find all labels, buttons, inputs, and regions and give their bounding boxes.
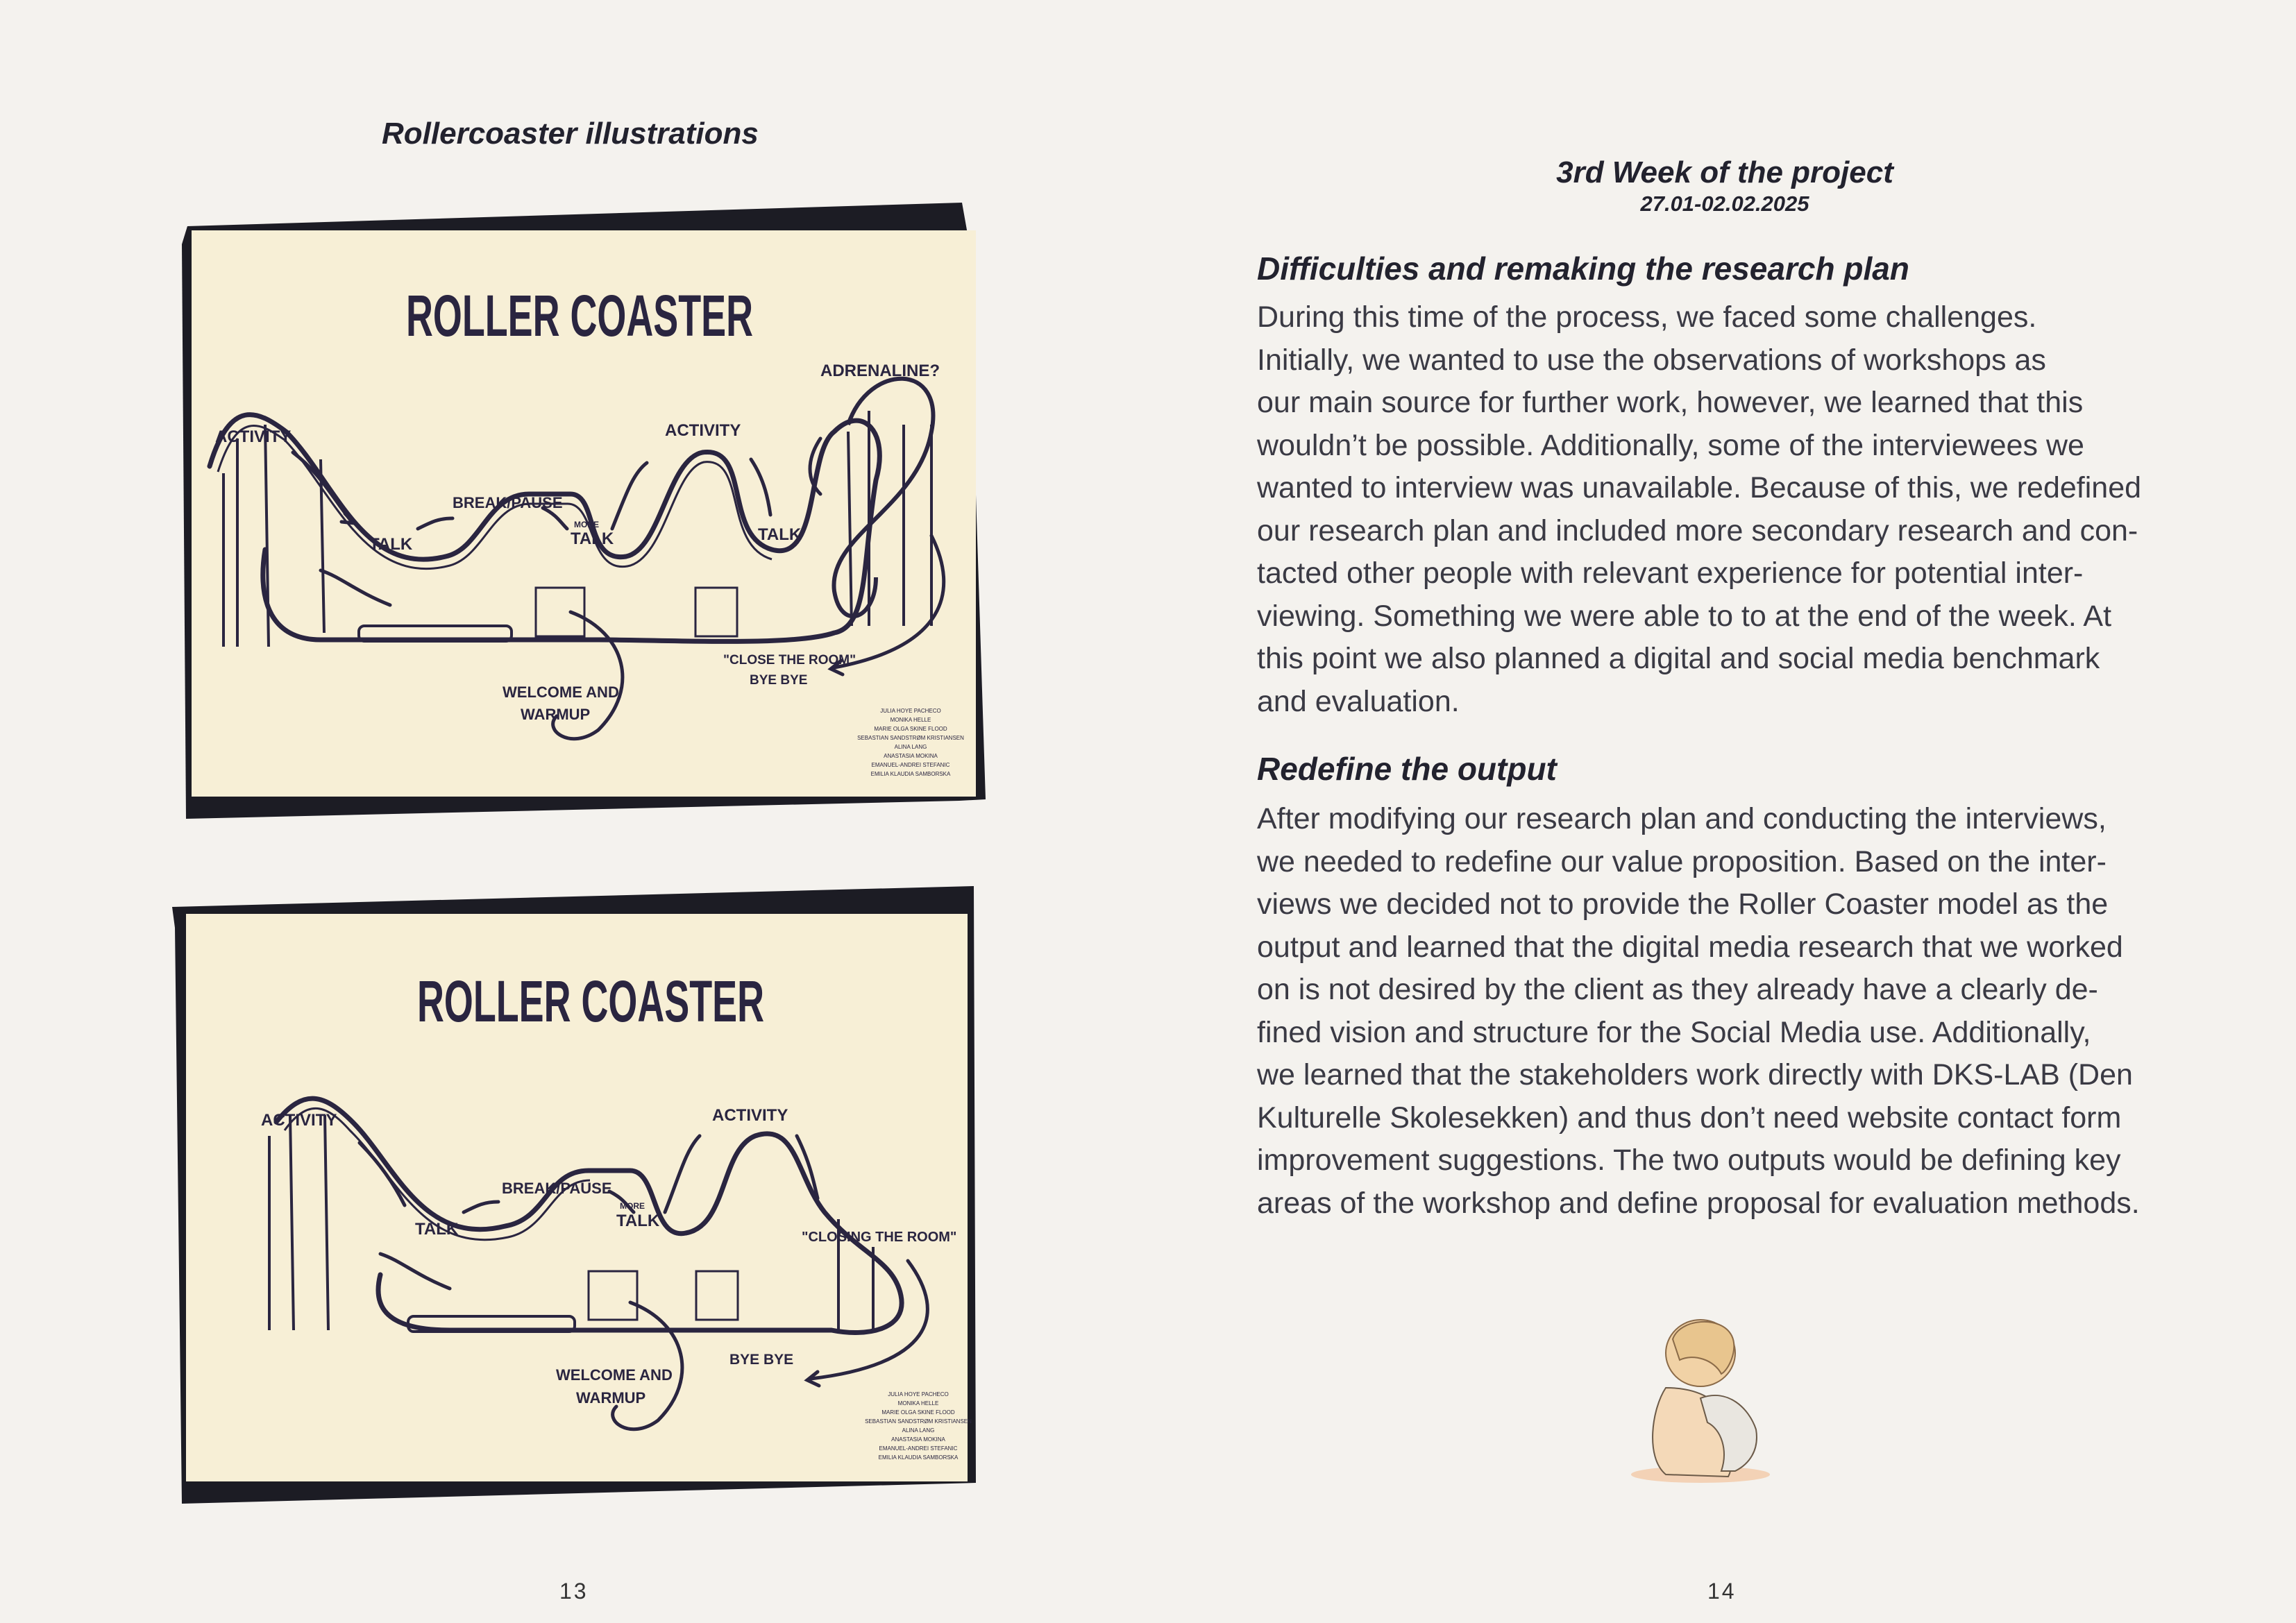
rollercoaster-illustration-2 xyxy=(172,886,979,1507)
section-body-redefine: After modifying our research plan and conducting the interviews, we needed to redefine our value proposition. Based on the inter- views we decided not to provide the Roller Coaster model as the output and learned that the digital media research that we worked on is not desired by the client as they already have a clearly de- fined vision and structure for the Social Media use. Additionally, we learned that the stakeholders work directly with DKS-LAB (Den Kulturelle Skolesekken) and thus don’t need website contact form improvement suggestions. The two outputs would be defining key areas of the workshop and define proposal for evaluation methods. xyxy=(1257,802,2140,1220)
svg-text:SEBASTIAN SANDSTRØM KRISTIANSE: SEBASTIAN SANDSTRØM KRISTIANSEN xyxy=(857,735,964,741)
svg-text:MONIKA HELLE: MONIKA HELLE xyxy=(897,1400,939,1407)
svg-text:ACTIVITY: ACTIVITY xyxy=(215,427,292,446)
svg-text:JULIA HOYE PACHECO: JULIA HOYE PACHECO xyxy=(888,1391,949,1397)
svg-text:MARIE OLGA SKINE FLOOD: MARIE OLGA SKINE FLOOD xyxy=(881,1409,955,1416)
svg-text:EMANUEL-ANDREI STEFANIC: EMANUEL-ANDREI STEFANIC xyxy=(871,762,950,768)
page-number-left: 13 xyxy=(559,1579,589,1604)
rollercoaster-illustration-1 xyxy=(182,203,988,820)
sitting-person-illustration xyxy=(1624,1305,1784,1495)
svg-text:"CLOSING THE ROOM": "CLOSING THE ROOM" xyxy=(802,1230,957,1245)
week-title: 3rd Week of the project xyxy=(1556,155,1893,189)
svg-text:EMILIA KLAUDIA SAMBORSKA: EMILIA KLAUDIA SAMBORSKA xyxy=(870,771,951,777)
svg-text:EMILIA KLAUDIA SAMBORSKA: EMILIA KLAUDIA SAMBORSKA xyxy=(878,1454,959,1461)
week-dates: 27.01-02.02.2025 xyxy=(1640,192,1809,216)
svg-text:BREAK/PAUSE: BREAK/PAUSE xyxy=(502,1180,612,1197)
svg-text:BYE BYE: BYE BYE xyxy=(729,1352,794,1368)
illustration-2-title: ROLLER COASTER xyxy=(417,969,764,1034)
svg-text:SEBASTIAN SANDSTRØM KRISTIANSE: SEBASTIAN SANDSTRØM KRISTIANSEN xyxy=(865,1418,972,1425)
svg-text:ALINA LANG: ALINA LANG xyxy=(902,1427,935,1434)
svg-text:ACTIVITY: ACTIVITY xyxy=(261,1111,337,1130)
svg-text:MONIKA HELLE: MONIKA HELLE xyxy=(890,717,931,723)
svg-text:EMANUEL-ANDREI STEFANIC: EMANUEL-ANDREI STEFANIC xyxy=(879,1445,958,1452)
svg-text:TALK: TALK xyxy=(369,535,413,554)
section-body-difficulties: During this time of the process, we faced some challenges. Initially, we wanted to use the observations of workshops as our main source for further work, however, we learned that this wouldn’t be possible. Additionally, some of the interviewees we wanted to interview was unavailable. Because of this, we redefined our research plan and included more secondary research and con- tacted other people with relevant experience for potential inter- viewing. Something we were able to to at the end of the week. At this point we also planned a digital and social media benchmark and evaluation. xyxy=(1257,300,2142,718)
svg-text:WELCOME AND: WELCOME AND xyxy=(503,683,619,701)
svg-text:ADRENALINE?: ADRENALINE? xyxy=(820,362,940,380)
svg-text:ACTIVITY: ACTIVITY xyxy=(712,1106,788,1125)
illustration-1-title: ROLLER COASTER xyxy=(406,283,753,348)
svg-text:TALK: TALK xyxy=(415,1220,459,1239)
svg-text:TALK: TALK xyxy=(758,525,802,544)
svg-text:WARMUP: WARMUP xyxy=(521,706,591,723)
svg-text:ANASTASIA MOKINA: ANASTASIA MOKINA xyxy=(891,1436,945,1443)
svg-text:BREAK/PAUSE: BREAK/PAUSE xyxy=(453,494,563,511)
svg-text:JULIA HOYE PACHECO: JULIA HOYE PACHECO xyxy=(880,708,941,714)
svg-text:TALK: TALK xyxy=(571,529,614,548)
svg-text:MARIE OLGA SKINE FLOOD: MARIE OLGA SKINE FLOOD xyxy=(874,726,947,732)
left-page-title: Rollercoaster illustrations xyxy=(382,117,759,151)
section-heading-difficulties: Difficulties and remaking the research plan xyxy=(1257,250,1909,287)
svg-text:ANASTASIA MOKINA: ANASTASIA MOKINA xyxy=(884,753,938,759)
svg-text:MORE: MORE xyxy=(620,1201,645,1211)
svg-text:BYE BYE: BYE BYE xyxy=(750,673,808,688)
svg-text:TALK: TALK xyxy=(616,1212,660,1230)
svg-text:WELCOME AND: WELCOME AND xyxy=(556,1366,673,1384)
svg-text:"CLOSE THE ROOM": "CLOSE THE ROOM" xyxy=(723,653,856,668)
svg-text:WARMUP: WARMUP xyxy=(576,1389,646,1407)
svg-text:ALINA LANG: ALINA LANG xyxy=(894,744,927,750)
page-number-right: 14 xyxy=(1707,1579,1737,1604)
section-heading-redefine: Redefine the output xyxy=(1257,751,1557,787)
svg-text:MORE: MORE xyxy=(574,520,599,529)
svg-text:ACTIVITY: ACTIVITY xyxy=(665,421,741,440)
